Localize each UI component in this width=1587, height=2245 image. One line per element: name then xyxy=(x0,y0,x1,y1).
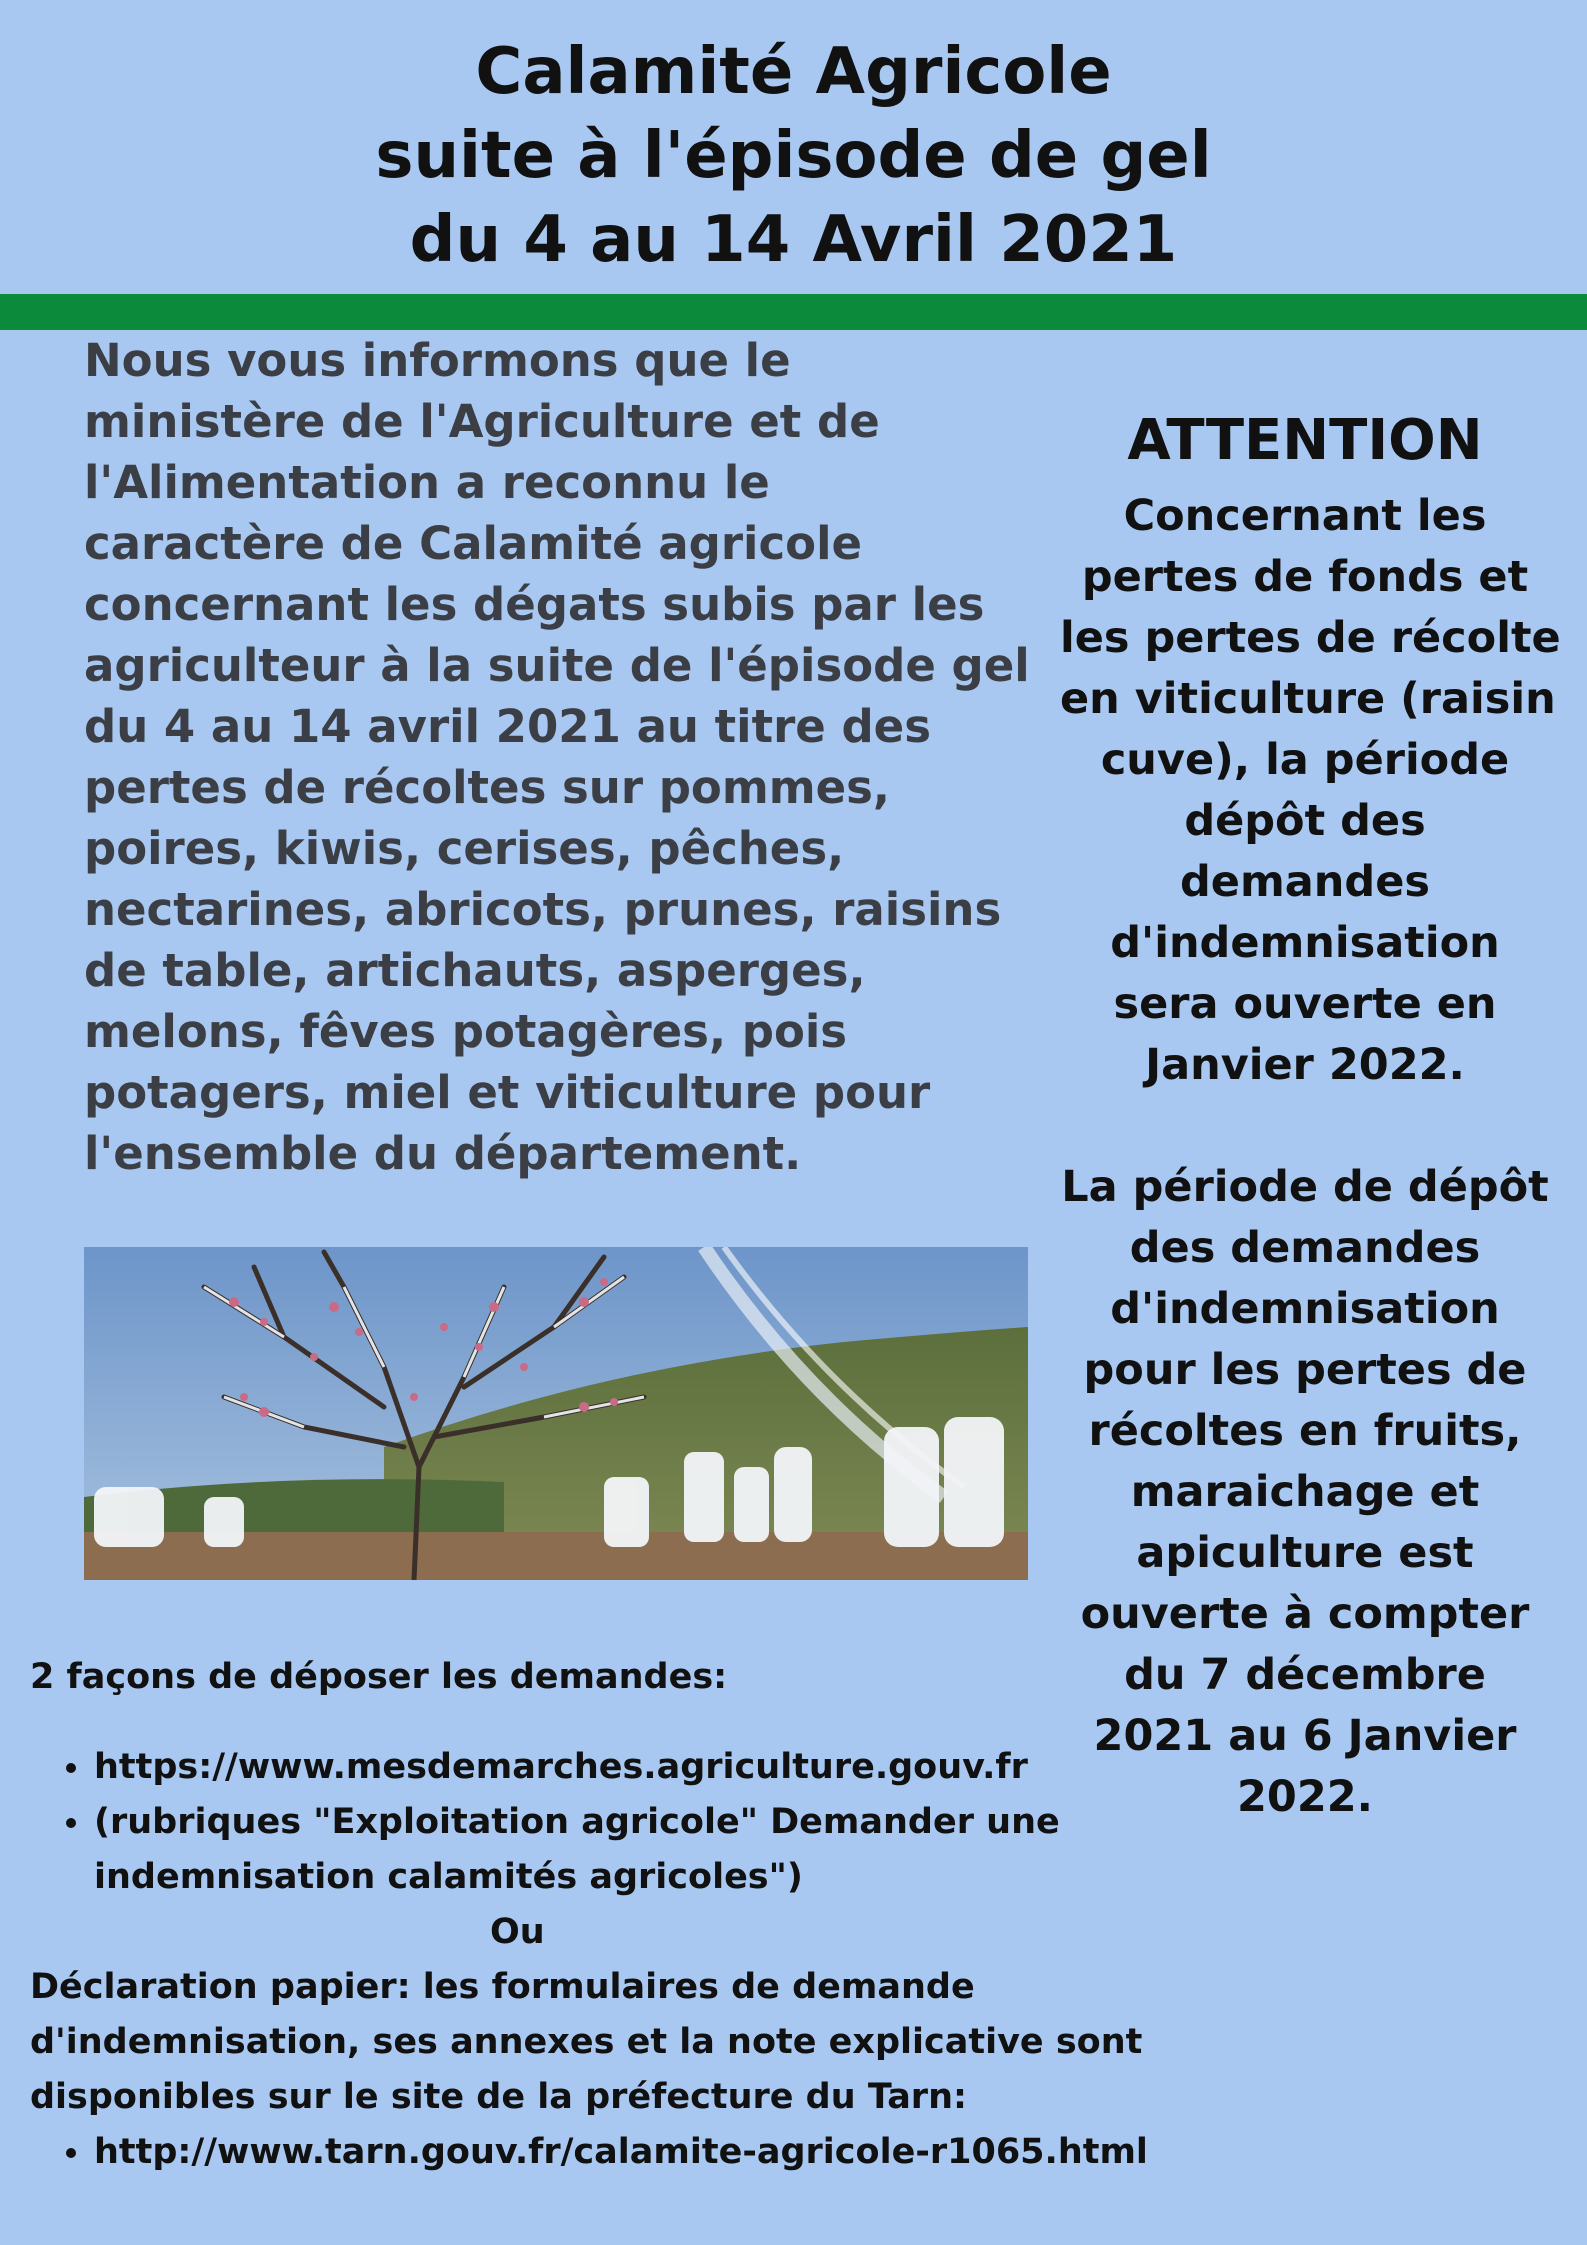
header xyxy=(0,0,1587,292)
accent-divider xyxy=(0,294,1587,330)
attention-line: Concernant les xyxy=(1123,491,1487,541)
intro-line: poires, kiwis, cerises, pêches, xyxy=(84,822,845,875)
attention-line: apiculture est xyxy=(1136,1528,1474,1578)
intro-line: nectarines, abricots, prunes, raisins xyxy=(84,883,1002,936)
intro-line: l'Alimentation a reconnu le xyxy=(84,456,770,509)
intro-line: concernant les dégats subis par les xyxy=(84,578,985,631)
attention-line: les pertes de récolte xyxy=(1060,613,1561,663)
intro-line: l'ensemble du département. xyxy=(84,1127,802,1180)
page-title-line-1: Calamité Agricole xyxy=(475,35,1112,109)
online-deposit-list xyxy=(30,1740,1180,1905)
attention-line: La période de dépôt xyxy=(1061,1162,1549,1212)
intro-line: agriculteur à la suite de l'épisode gel xyxy=(84,639,1030,692)
attention-line: cuve), la période xyxy=(1100,735,1510,785)
attention-line: 2022. xyxy=(1236,1772,1373,1822)
attention-line: ouverte à compter xyxy=(1080,1589,1530,1639)
paper-line: Déclaration papier: les formulaires de demande xyxy=(30,1967,975,2007)
attention-line: d'indemnisation xyxy=(1110,1284,1500,1334)
deposit-section xyxy=(30,1650,1180,2180)
intro-line: du 4 au 14 avril 2021 au titre des xyxy=(84,700,931,753)
attention-line: du 7 décembre xyxy=(1124,1650,1486,1700)
attention-line: demandes xyxy=(1180,857,1430,907)
attention-line: maraichage et xyxy=(1130,1467,1480,1517)
intro-line: pertes de récoltes sur pommes, xyxy=(84,761,891,814)
attention-line: des demandes xyxy=(1129,1223,1481,1273)
intro-line: Nous vous informons que le xyxy=(84,334,791,387)
attention-line: pour les pertes de xyxy=(1083,1345,1527,1395)
intro-paragraph xyxy=(84,330,1044,1184)
paper-line: d'indemnisation, ses annexes et la note explicative sont xyxy=(30,2022,1143,2062)
attention-line: pertes de fonds et xyxy=(1081,552,1529,602)
attention-line: en viticulture (raisin xyxy=(1060,674,1556,724)
deposit-heading: 2 façons de déposer les demandes: xyxy=(30,1657,728,1697)
intro-line: de table, artichauts, asperges, xyxy=(84,944,866,997)
attention-line: Janvier 2022. xyxy=(1145,1040,1465,1090)
attention-line: 2021 au 6 Janvier xyxy=(1093,1711,1517,1761)
list-item xyxy=(30,2125,1180,2180)
frozen-orchard-photo xyxy=(84,1247,1028,1580)
mesdemarches-link[interactable]: https://www.mesdemarches.agriculture.gouv.fr xyxy=(94,1747,1028,1787)
list-item-continuation: indemnisation calamités agricoles") xyxy=(94,1857,803,1897)
list-item xyxy=(30,1740,1180,1795)
spacer xyxy=(30,1705,1180,1740)
attention-heading: ATTENTION xyxy=(1127,408,1483,473)
attention-line: sera ouverte en xyxy=(1113,979,1497,1029)
attention-line: d'indemnisation xyxy=(1110,918,1500,968)
intro-line: melons, fêves potagères, pois xyxy=(84,1005,848,1058)
attention-panel xyxy=(1060,396,1561,1828)
intro-line: caractère de Calamité agricole xyxy=(84,517,863,570)
intro-line: potagers, miel et viticulture pour xyxy=(84,1066,931,1119)
list-item: (rubriques "Exploitation agricole" Demander une xyxy=(30,1795,1180,1850)
page-title-line-2: suite à l'épisode de gel xyxy=(375,119,1212,193)
attention-line: dépôt des xyxy=(1184,796,1426,846)
paper-line: disponibles sur le site de la préfecture du Tarn: xyxy=(30,2077,967,2117)
or-label: Ou xyxy=(490,1912,545,1952)
intro-line: ministère de l'Agriculture et de xyxy=(84,395,880,448)
page-title-line-3: du 4 au 14 Avril 2021 xyxy=(409,203,1178,277)
spacer xyxy=(1060,1096,1550,1157)
prefecture-link[interactable]: http://www.tarn.gouv.fr/calamite-agricole-r1065.html xyxy=(94,2132,1148,2172)
paper-link-list xyxy=(30,2125,1180,2180)
attention-line: récoltes en fruits, xyxy=(1088,1406,1522,1456)
